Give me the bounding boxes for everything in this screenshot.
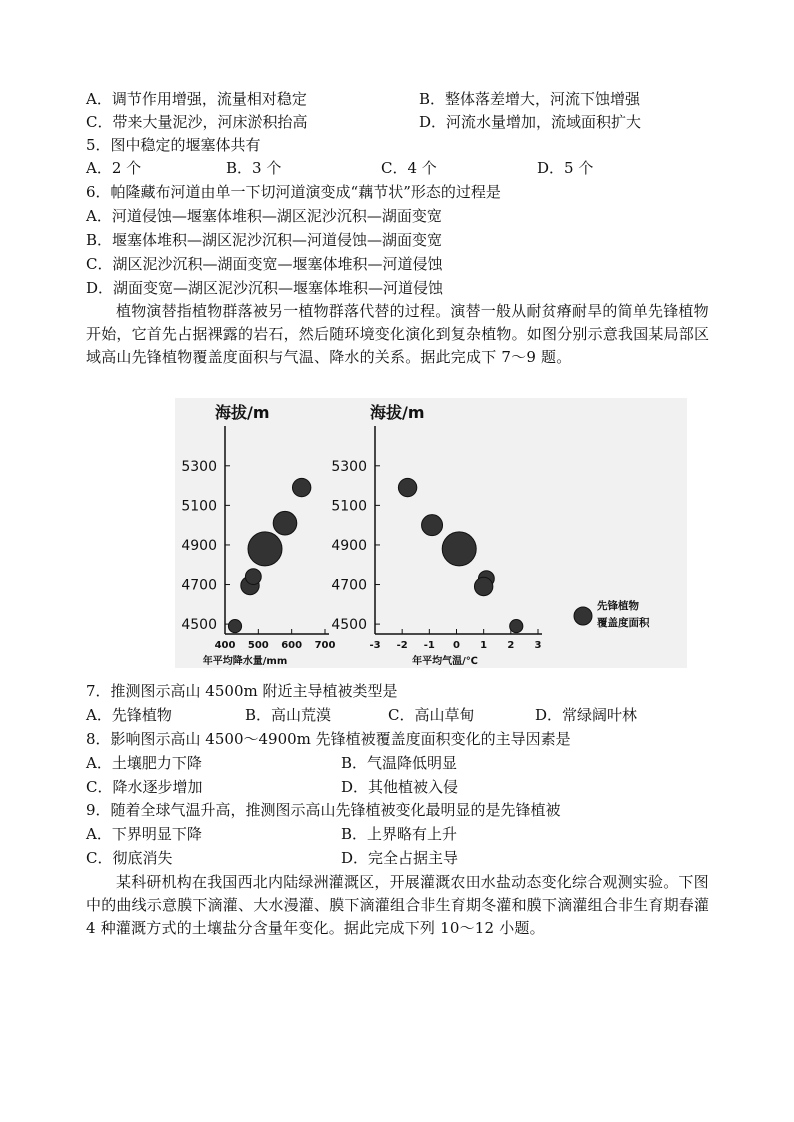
y-tick-label: 4700	[181, 577, 217, 594]
q9-option-c: C．彻底消失	[86, 849, 173, 867]
q5-option-a: A．2 个	[86, 159, 142, 177]
y-axis-label: 海拔/m	[370, 403, 425, 422]
q9-stem: 9．随着全球气温升高，推测图示高山先锋植被变化最明显的是先锋植被	[86, 801, 561, 819]
q5-option-d: D．5 个	[537, 159, 594, 177]
data-point	[245, 569, 261, 585]
q6-stem: 6．帕隆藏布河道由单一下切河道演变成“藕节状”形态的过程是	[86, 183, 501, 201]
x-tick-label: -3	[369, 640, 381, 651]
intro-text-10-12: 某科研机构在我国西北内陆绿洲灌溉区，开展灌溉农田水盐动态变化综合观测实验。下图中的曲线示意膜下滴灌、大水漫灌、膜下滴灌组合非生育期冬灌和膜下滴灌组合非生育期春灌 4 种灌溉方式的土壤盐分含量年变化。据此完成下列 10～12 小题。	[86, 873, 710, 937]
y-tick-label: 4700	[331, 577, 367, 594]
q5-stem: 5．图中稳定的堰塞体共有	[86, 136, 261, 154]
x-tick-label: 2	[507, 640, 515, 651]
chart-legend	[574, 599, 650, 629]
x-axis-label: 年平均气温/℃	[412, 656, 478, 667]
q8-option-c: C．降水逐步增加	[86, 778, 203, 796]
q9-option-a: A．下界明显下降	[86, 825, 202, 843]
legend-label-1: 先锋植物	[597, 600, 639, 612]
y-tick-label: 5100	[331, 498, 367, 515]
q8-stem: 8．影响图示高山 4500～4900m 先锋植被覆盖度面积变化的主导因素是	[86, 730, 571, 748]
x-tick-label: 600	[281, 640, 303, 651]
x-tick-label: 500	[247, 640, 269, 651]
y-axis-label: 海拔/m	[215, 403, 270, 422]
q6-option-d: D．湖面变宽—湖区泥沙沉积—堰塞体堆积—河道侵蚀	[86, 279, 444, 297]
q6-option-c: C．湖区泥沙沉积—湖面变宽—堰塞体堆积—河道侵蚀	[86, 255, 443, 273]
intro-paragraph-7-9	[86, 300, 711, 369]
q9-option-d: D．完全占据主导	[341, 849, 459, 867]
x-tick-label: 700	[314, 640, 336, 651]
x-tick-label: 1	[480, 640, 488, 651]
y-tick-label: 4500	[181, 617, 217, 634]
q8-option-a: A．土壤肥力下降	[86, 754, 202, 772]
x-axis-label: 年平均降水量/mm	[202, 656, 288, 667]
data-point	[510, 619, 523, 632]
q7-option-b: B．高山荒漠	[245, 706, 332, 724]
data-point	[474, 577, 492, 595]
q4-option-d: D．河流水量增加，流域面积扩大	[419, 113, 642, 131]
y-tick-label: 4500	[331, 617, 367, 634]
data-point	[422, 515, 443, 536]
data-point	[273, 511, 297, 535]
x-tick-label: 3	[534, 640, 542, 651]
q5-option-b: B．3 个	[226, 159, 282, 177]
q6-option-a: A．河道侵蚀—堰塞体堆积—湖区泥沙沉积—湖面变宽	[86, 207, 442, 225]
chart-temperature	[331, 403, 542, 667]
chart-precipitation	[181, 403, 335, 667]
data-point	[228, 619, 241, 632]
q9-option-b: B．上界略有上升	[341, 825, 458, 843]
figure-pioneer-plants	[175, 398, 687, 668]
x-tick-label: -2	[396, 640, 408, 651]
legend-marker	[574, 607, 592, 625]
q8-option-d: D．其他植被入侵	[341, 778, 459, 796]
legend-label-2: 覆盖度面积	[597, 617, 650, 629]
y-tick-label: 4900	[181, 537, 217, 554]
intro-text: 植物演替指植物群落被另一植物群落代替的过程。演替一般从耐贫瘠耐旱的简单先锋植物开始，它首先占据裸露的岩石，然后随环境变化演化到复杂植物。如图分别示意我国某局部区域高山先锋植物覆盖度面积与气温、降水的关系。据此完成下 7～9 题。	[86, 302, 710, 366]
data-point	[398, 478, 416, 496]
q7-option-a: A．先锋植物	[86, 706, 172, 724]
data-point	[442, 532, 476, 566]
q4-option-a: A．调节作用增强，流量相对稳定	[86, 90, 307, 108]
y-tick-label: 5300	[331, 458, 367, 475]
q4-option-b: B．整体落差增大，河流下蚀增强	[419, 90, 641, 108]
q4-option-c: C．带来大量泥沙，河床淤积抬高	[86, 113, 308, 131]
q5-option-c: C．4 个	[381, 159, 437, 177]
q7-option-d: D．常绿阔叶林	[535, 706, 638, 724]
q8-option-b: B．气温降低明显	[341, 754, 458, 772]
q6-option-b: B．堰塞体堆积—湖区泥沙沉积—河道侵蚀—湖面变宽	[86, 231, 443, 249]
intro-paragraph-10-12	[86, 871, 711, 940]
data-point	[248, 532, 282, 566]
scatter-charts	[175, 398, 687, 668]
y-tick-label: 5300	[181, 458, 217, 475]
q7-option-c: C．高山草甸	[388, 706, 475, 724]
x-tick-label: 400	[214, 640, 236, 651]
x-tick-label: 0	[453, 640, 460, 651]
data-point	[292, 478, 310, 496]
y-tick-label: 5100	[181, 498, 217, 515]
x-tick-label: -1	[423, 640, 435, 651]
q7-stem: 7．推测图示高山 4500m 附近主导植被类型是	[86, 682, 398, 700]
y-tick-label: 4900	[331, 537, 367, 554]
